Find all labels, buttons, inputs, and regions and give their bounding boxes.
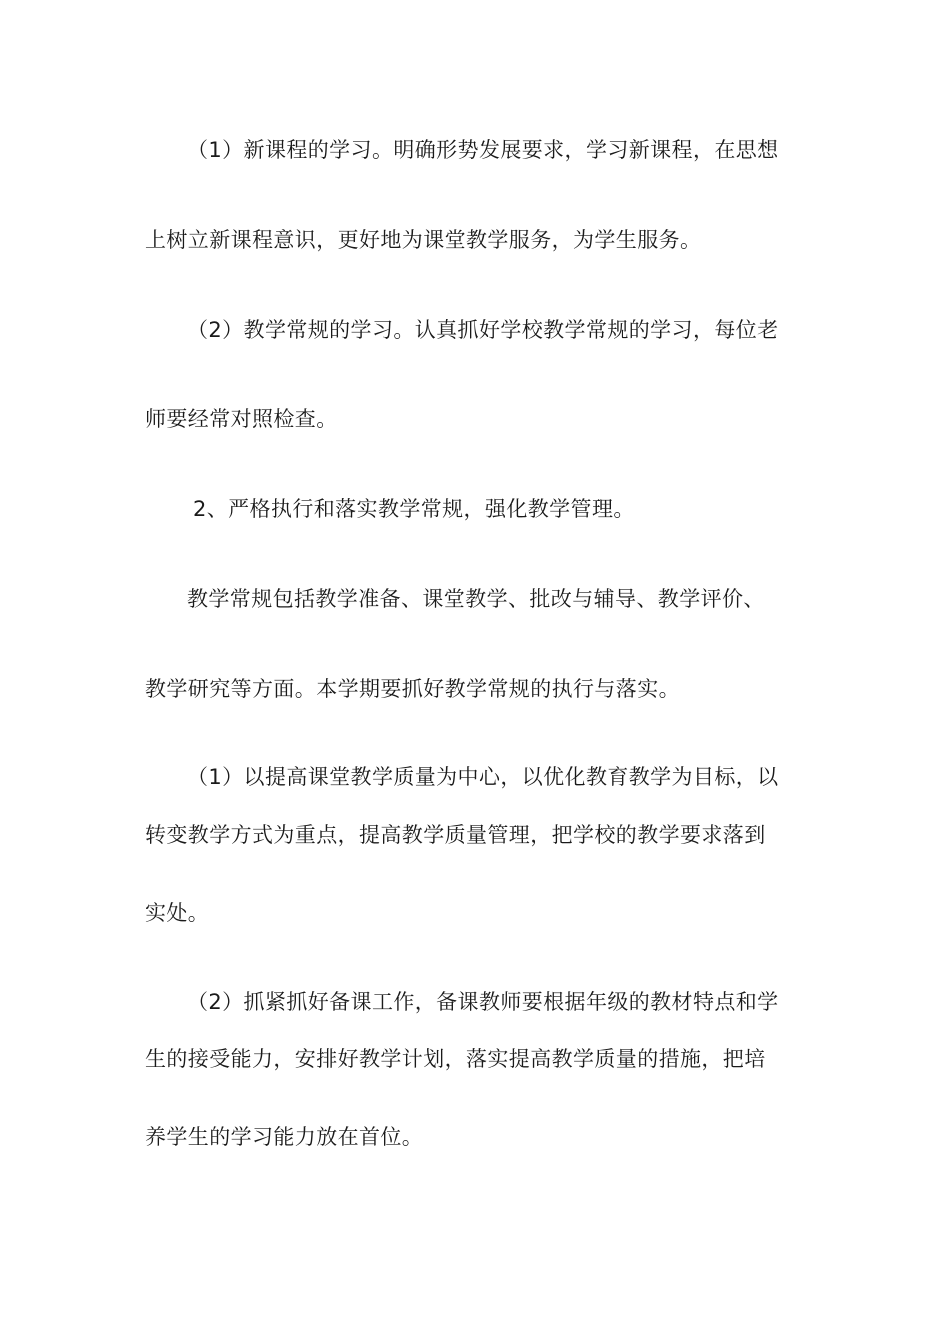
paragraph-line: 转变教学方式为重点，提高教学质量管理，把学校的教学要求落到 [145, 823, 766, 847]
paragraph-line: 上树立新课程意识，更好地为课堂教学服务，为学生服务。 [145, 228, 702, 252]
paragraph-line: 师要经常对照检查。 [145, 407, 338, 431]
paragraph-line: 实处。 [145, 901, 210, 925]
paragraph-line: 生的接受能力，安排好教学计划，落实提高教学质量的措施，把培 [145, 1047, 766, 1071]
paragraph-line: （2）抓紧抓好备课工作，备课教师要根据年级的教材特点和学 [187, 990, 779, 1014]
paragraph-line: 教学研究等方面。本学期要抓好教学常规的执行与落实。 [145, 677, 680, 701]
paragraph-line: （1）新课程的学习。明确形势发展要求，学习新课程，在思想 [187, 138, 779, 162]
paragraph-line: 养学生的学习能力放在首位。 [145, 1125, 424, 1149]
paragraph-line: 教学常规包括教学准备、课堂教学、批改与辅导、教学评价、 [187, 587, 765, 611]
paragraph-line: （1）以提高课堂教学质量为中心，以优化教育教学为目标，以 [187, 765, 779, 789]
paragraph-line: （2）教学常规的学习。认真抓好学校教学常规的学习，每位老 [187, 318, 779, 342]
section-heading: 2、严格执行和落实教学常规，强化教学管理。 [193, 497, 635, 521]
